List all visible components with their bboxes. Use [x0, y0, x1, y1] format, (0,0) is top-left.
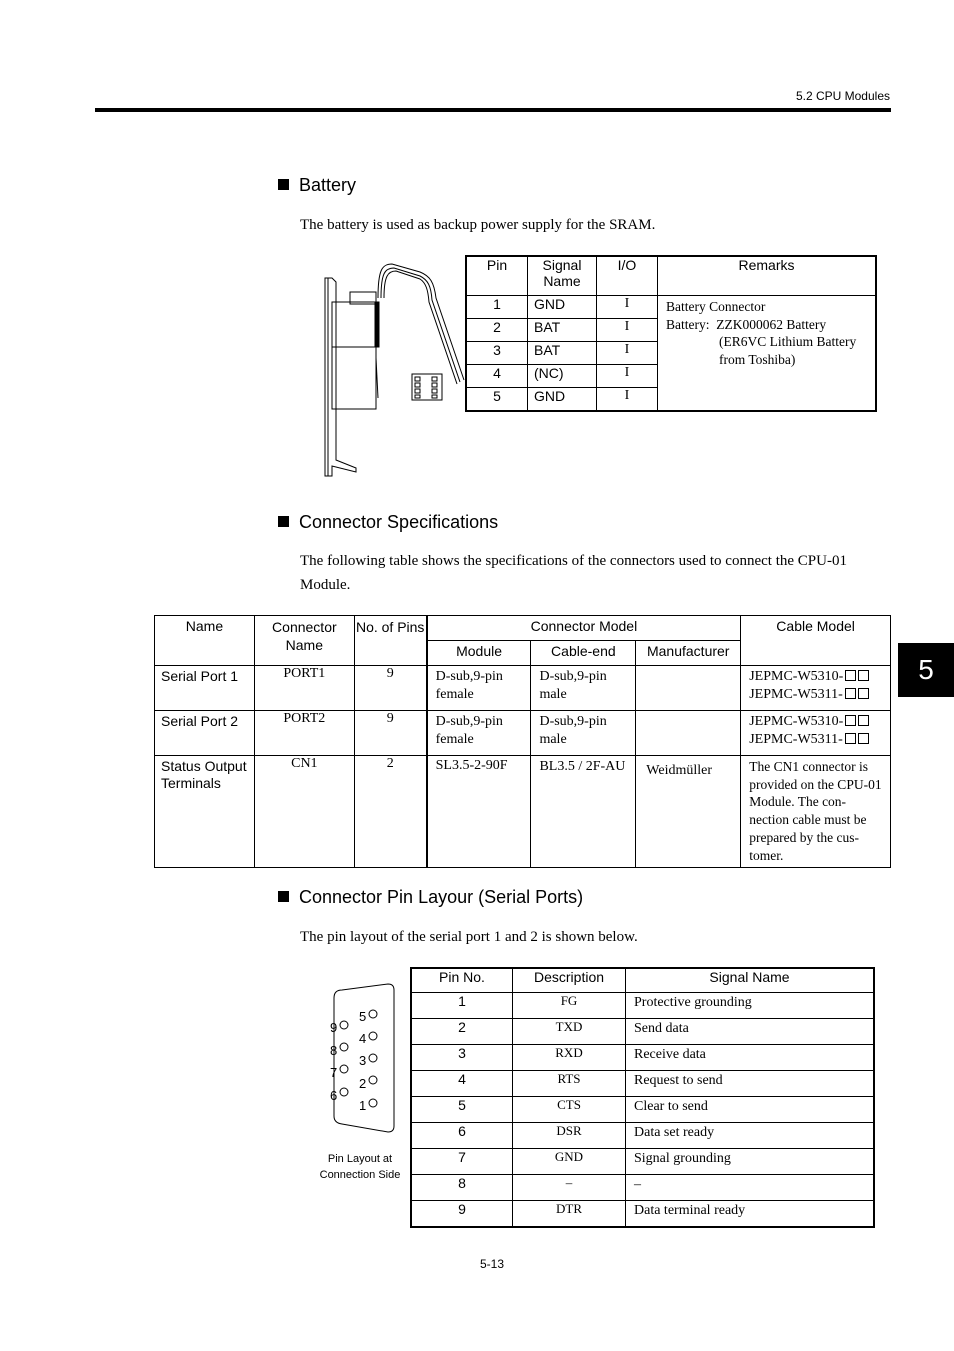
- placeholder-box-icon: [858, 715, 869, 726]
- table-row: [411, 1175, 874, 1201]
- pin-no-cell: 4: [411, 1071, 513, 1097]
- cable-model-text: JEPMC-W5311-: [749, 687, 843, 702]
- cable-model-line: [749, 668, 882, 686]
- io-cell: I: [597, 365, 658, 388]
- pin-label: 1: [359, 1097, 367, 1113]
- manufacturer-cell: [636, 666, 741, 711]
- pin-no-cell: 6: [411, 1123, 513, 1149]
- header-cell: Connector Name: [254, 616, 354, 666]
- header-cell: Cable-end: [531, 641, 636, 666]
- manufacturer-cell: [636, 711, 741, 756]
- remarks-value: ZZK000062 Battery: [716, 316, 827, 332]
- module-cell: SL3.5-2-90F: [427, 756, 531, 868]
- header-cell: I/O: [597, 256, 658, 296]
- signal-name-cell: Receive data: [626, 1045, 875, 1071]
- header-cell: Signal Name: [626, 968, 875, 993]
- placeholder-box-icon: [845, 733, 856, 744]
- placeholder-box-icon: [845, 688, 856, 699]
- io-cell: I: [597, 296, 658, 319]
- module-cell: D-sub,9-pin female: [427, 666, 531, 711]
- signal-name-cell: Signal grounding: [626, 1149, 875, 1175]
- signal-name-cell: Data set ready: [626, 1123, 875, 1149]
- caption-line: Pin Layout at: [327, 1153, 393, 1165]
- pin-cell: 4: [466, 365, 528, 388]
- name-cell: Serial Port 2: [155, 711, 255, 756]
- connector-name-cell: PORT2: [254, 711, 354, 756]
- header-rule: [95, 108, 891, 112]
- remarks-cell: [658, 296, 877, 412]
- pin-label: 7: [330, 1065, 338, 1080]
- placeholder-box-icon: [845, 715, 856, 726]
- pin-no-cell: 2: [411, 1019, 513, 1045]
- pin-label: 4: [359, 1031, 367, 1047]
- battery-heading-text: Battery: [299, 175, 357, 195]
- cable-model-note-cell: The CN1 connector is provided on the CPU-01 Module. The con-nection cable must be prepared by the cus-tomer.: [741, 756, 891, 868]
- signal-name-cell: Clear to send: [626, 1097, 875, 1123]
- pin-label: 3: [359, 1053, 367, 1069]
- remarks-label: Battery:: [666, 316, 710, 332]
- cable-model-line: [749, 686, 882, 704]
- pin-no-cell: 9: [411, 1201, 513, 1228]
- remarks-line: [666, 316, 867, 334]
- pin-layout-intro: The pin layout of the serial port 1 and 2 is shown below.: [300, 929, 638, 945]
- cable-model-text: JEPMC-W5311-: [749, 732, 843, 747]
- io-cell: I: [597, 342, 658, 365]
- table-row: [411, 1071, 874, 1097]
- pin-layout-heading: [278, 887, 583, 908]
- connector-name-cell: PORT1: [254, 666, 354, 711]
- pin-no-cell: 7: [411, 1149, 513, 1175]
- table-row: [155, 666, 891, 711]
- table-header-row: [466, 256, 876, 296]
- pin-cell: 5: [466, 388, 528, 412]
- signal-name-cell: Protective grounding: [626, 993, 875, 1019]
- pin-no-cell: 3: [411, 1045, 513, 1071]
- table-header-row: [155, 616, 891, 641]
- dsub-right-pin-labels: [359, 1006, 366, 1117]
- cable-model-line: [749, 731, 882, 749]
- signal-cell: GND: [528, 388, 597, 412]
- header-cell: Signal Name: [528, 256, 597, 296]
- pin-cell: 2: [466, 319, 528, 342]
- connector-specs-heading-text: Connector Specifications: [299, 512, 499, 532]
- header-cell: Pin No.: [411, 968, 513, 993]
- name-cell: Serial Port 1: [155, 666, 255, 711]
- table-row: [411, 1045, 874, 1071]
- remarks-line: from Toshiba): [719, 351, 796, 367]
- section-title: 5.2 CPU Modules: [795, 89, 890, 103]
- cable-model-line: [749, 713, 882, 731]
- description-cell: GND: [513, 1149, 626, 1175]
- placeholder-box-icon: [858, 733, 869, 744]
- cable-model-text: JEPMC-W5310-: [749, 669, 844, 684]
- signal-name-cell: Send data: [626, 1019, 875, 1045]
- placeholder-box-icon: [845, 670, 856, 681]
- dsub-left-pin-labels: [330, 1017, 337, 1107]
- signal-cell: BAT: [528, 342, 597, 365]
- description-cell: CTS: [513, 1097, 626, 1123]
- signal-name-cell: Data terminal ready: [626, 1201, 875, 1228]
- description-cell: RTS: [513, 1071, 626, 1097]
- page-number: 5-13: [479, 1257, 505, 1271]
- description-cell: –: [513, 1175, 626, 1201]
- connector-specs-table: [154, 615, 891, 868]
- connector-name-cell: CN1: [254, 756, 354, 868]
- io-cell: I: [597, 319, 658, 342]
- header-cell: Cable Model: [741, 616, 891, 666]
- cable-model-cell: [741, 666, 891, 711]
- pin-label: 9: [330, 1020, 338, 1035]
- serial-pin-table: [410, 967, 875, 1228]
- cable-model-cell: [741, 711, 891, 756]
- description-cell: TXD: [513, 1019, 626, 1045]
- table-row: [466, 296, 876, 319]
- table-row: [411, 1149, 874, 1175]
- header-cell: No. of Pins: [354, 616, 426, 666]
- pin-label: 8: [330, 1042, 338, 1058]
- remarks-line: (ER6VC Lithium Battery: [719, 334, 857, 349]
- header-cell: Connector Model: [427, 616, 741, 641]
- battery-pin-table: [465, 255, 877, 412]
- pin-label: 6: [330, 1087, 338, 1103]
- bullet-square-icon: [278, 516, 289, 527]
- manufacturer-cell: Weidmüller: [636, 756, 741, 868]
- pin-no-cell: 5: [411, 1097, 513, 1123]
- chapter-tab: 5: [898, 643, 954, 697]
- io-cell: I: [597, 388, 658, 412]
- table-row: [411, 1019, 874, 1045]
- pin-cell: 3: [466, 342, 528, 365]
- placeholder-box-icon: [858, 670, 869, 681]
- header-cell: Module: [427, 641, 531, 666]
- description-cell: DTR: [513, 1201, 626, 1228]
- signal-name-cell: Request to send: [626, 1071, 875, 1097]
- table-row: [411, 1201, 874, 1228]
- header-cell: Manufacturer: [636, 641, 741, 666]
- pin-label: 5: [359, 1009, 367, 1024]
- bullet-square-icon: [278, 891, 289, 902]
- description-cell: DSR: [513, 1123, 626, 1149]
- remarks-line: Battery Connector: [666, 299, 766, 314]
- table-row: [155, 756, 891, 868]
- description-cell: FG: [513, 993, 626, 1019]
- bullet-square-icon: [278, 179, 289, 190]
- pin-cell: 1: [466, 296, 528, 319]
- cable-model-text: JEPMC-W5310-: [749, 714, 844, 729]
- cable-end-cell: D-sub,9-pin male: [531, 711, 636, 756]
- name-cell: Status Output Terminals: [155, 756, 255, 868]
- placeholder-box-icon: [858, 688, 869, 699]
- table-row: [411, 1123, 874, 1149]
- pin-layout-heading-text: Connector Pin Layour (Serial Ports): [299, 887, 584, 907]
- description-cell: RXD: [513, 1045, 626, 1071]
- pin-label: 2: [359, 1075, 367, 1091]
- cable-end-cell: BL3.5 / 2F-AU: [531, 756, 636, 868]
- table-row: [411, 993, 874, 1019]
- header-cell: Description: [513, 968, 626, 993]
- battery-connector-illustration: [320, 258, 470, 480]
- header-cell: Name: [155, 616, 255, 666]
- header-cell: Pin: [466, 256, 528, 296]
- signal-name-cell: –: [626, 1175, 875, 1201]
- pins-cell: 9: [354, 711, 426, 756]
- pins-cell: 9: [354, 666, 426, 711]
- connector-specs-heading: [278, 512, 498, 533]
- header-cell: Remarks: [658, 256, 877, 296]
- pin-no-cell: 8: [411, 1175, 513, 1201]
- dsub-caption: [310, 1151, 410, 1183]
- table-row: [155, 711, 891, 756]
- table-header-row: [411, 968, 874, 993]
- module-cell: D-sub,9-pin female: [427, 711, 531, 756]
- battery-heading: [278, 175, 356, 196]
- connector-specs-intro: The following table shows the specifications of the connectors used to connect the CPU-01 Module.: [300, 553, 847, 593]
- caption-line: Connection Side: [319, 1169, 401, 1181]
- battery-intro: The battery is used as backup power supply for the SRAM.: [300, 217, 656, 233]
- pins-cell: 2: [354, 756, 426, 868]
- signal-cell: (NC): [528, 365, 597, 388]
- table-row: [411, 1097, 874, 1123]
- signal-cell: GND: [528, 296, 597, 319]
- signal-cell: BAT: [528, 319, 597, 342]
- cable-end-cell: D-sub,9-pin male: [531, 666, 636, 711]
- pin-no-cell: 1: [411, 993, 513, 1019]
